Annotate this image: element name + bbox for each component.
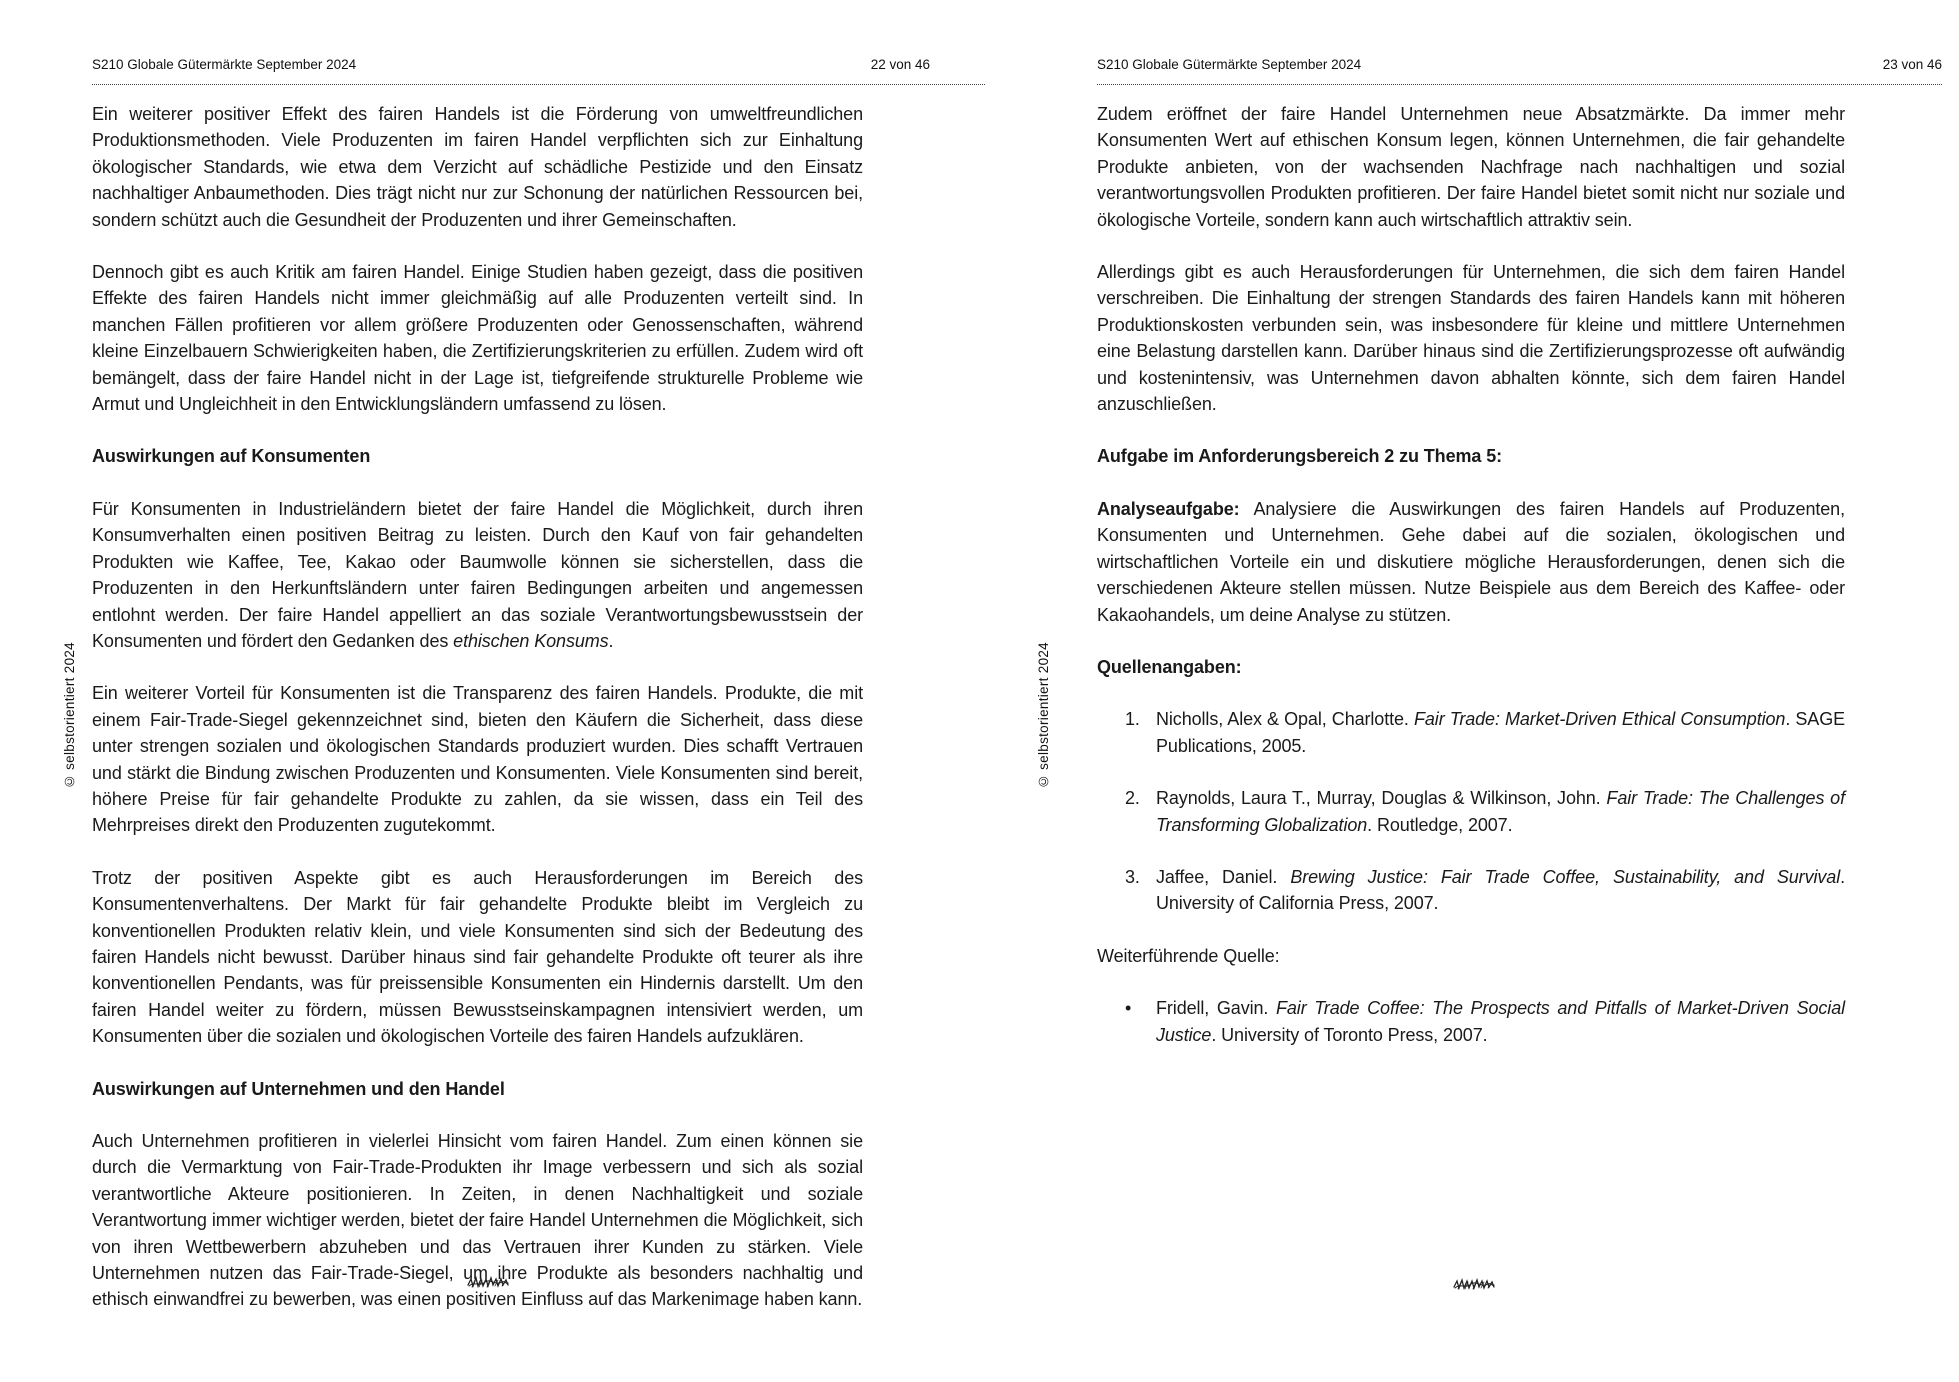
list-marker: 2.	[1125, 788, 1140, 809]
text-run: Trotz der positiven Aspekte gibt es auch Herausforderungen im Bereich des Konsumentenverhaltens. Der Markt für fair gehandelte Produkte bleibt im Vergleich zu konventionellen Produkten relativ klein, und viele Konsumenten sind sich der Bedeutung des fairen Handels nicht bewusst. Darüber hinaus sind fair gehandelte Produkte oft teurer als ihre konventionellen Pendants, was für preissensible Konsumenten ein Hindernis darstellt. Um den fairen Handel weiter zu fördern, müssen Bewusstseinskampagnen intensiviert werden, um Konsumenten über die sozialen und ökologischen Vorteile des fairen Handels aufzuklären.	[92, 867, 863, 1047]
section-heading: Quellenangaben:	[1097, 656, 1242, 677]
reference-item	[1097, 995, 1845, 1048]
text-run: Allerdings gibt es auch Herausforderungen für Unternehmen, die sich dem fairen Handel verschreiben. Die Einhaltung der strengen Standards des fairen Handels kann mit höheren Produktionskosten verbunden sein, was insbesondere für kleine und mittlere Unternehmen eine Belastung darstellen kann. Darüber hinaus sind die Zertifizierungsprozesse oft aufwändig und kostenintensiv, was Unternehmen davon abhalten könnte, sich dem fairen Handel anzuschließen.	[1097, 262, 1845, 415]
copyright-sidebar: © selbstorientiert 2024	[62, 642, 77, 790]
section-heading: Aufgabe im Anforderungsbereich 2 zu Thema 5:	[1097, 446, 1502, 467]
text-run: Für Konsumenten in Industrieländern bietet der faire Handel die Möglichkeit, durch ihren Konsumverhalten einen positiven Beitrag zu leisten. Durch den Kauf von fair gehandelten Produkten wie Kaffee, Tee, Kakao oder Baumwolle können sie sicherstellen, dass die Produzenten in den Herkunftsländern unter fairen Bedingungen arbeiten und angemessen entlohnt werden. Der faire Handel appelliert an das soziale Verantwortungsbewusstsein der Konsumenten und fördert den Gedanken des	[92, 498, 863, 651]
paragraph	[1097, 496, 1845, 628]
text-run: .	[608, 630, 614, 651]
text-run: Jaffee, Daniel.	[1156, 866, 1291, 887]
italic-text: Fair Trade Coffee: The Prospects and Pitfalls of Market-Driven Social Justice	[1156, 998, 1845, 1045]
bold-text: Analyseaufgabe:	[1097, 498, 1240, 519]
reference-item	[1097, 785, 1845, 838]
text-run: . University of California Press, 2007.	[1156, 866, 1845, 914]
footer-scribble-icon	[1452, 1276, 1496, 1292]
text-run: Ein weiterer Vorteil für Konsumenten ist die Transparenz des fairen Handels. Produkte, die mit einem Fair-Trade-Siegel gekennzeichnet sind, bieten den Käufern die Sicherheit, dass diese unter strengen sozialen und ökologischen Standards produziert wurden. Dies schafft Vertrauen und stärkt die Bindung zwischen Produzenten und Konsumenten. Viele Konsumenten sind bereit, höhere Preise für fair gehandelte Produkte zu zahlen, da sie wissen, dass ein Teil des Mehrpreises direkt den Produzenten zugutekommt.	[92, 683, 863, 836]
text-run: Raynolds, Laura T., Murray, Douglas & Wilkinson, John.	[1156, 788, 1607, 809]
reference-text	[1156, 867, 1845, 913]
text-run: . University of Toronto Press, 2007.	[1211, 1024, 1488, 1045]
list-marker: •	[1125, 998, 1132, 1019]
paragraph	[1097, 101, 1845, 233]
text-run: . SAGE Publications, 2005.	[1156, 709, 1846, 756]
section-heading: Auswirkungen auf Unternehmen und den Handel	[92, 1078, 505, 1099]
text-run: Fridell, Gavin.	[1156, 998, 1276, 1019]
reference-item	[1097, 864, 1845, 917]
reference-text	[1156, 709, 1845, 755]
text-run: Weiterführende Quelle:	[1097, 945, 1280, 966]
paragraph	[1097, 259, 1845, 417]
page-body	[1097, 101, 1845, 1074]
text-run: Nicholls, Alex & Opal, Charlotte.	[1156, 709, 1414, 730]
list-marker: 3.	[1125, 866, 1140, 887]
text-run: Analysiere die Auswirkungen des fairen Handels auf Produzenten, Konsumenten und Unternehmen. Gehe dabei auf die sozialen, ökologischen und wirtschaftlichen Vorteile ein und diskutiere mögliche Herausforderungen, denen sich die verschiedenen Akteure stellen müssen. Nutze Beispiele aus dem Bereich des Kaffee- oder Kakaohandels, um deine Analyse zu stützen.	[1097, 498, 1845, 625]
italic-text: ethischen Konsums	[453, 630, 609, 651]
italic-text: Fair Trade: Market-Driven Ethical Consumption	[1414, 709, 1786, 730]
text-run: Ein weiterer positiver Effekt des fairen Handels ist die Förderung von umweltfreundlichen Produktionsmethoden. Viele Produzenten im fairen Handel verpflichten sich zur Einhaltung ökologischer Standards, wie etwa dem Verzicht auf schädliche Pestizide und den Einsatz nachhaltiger Anbaumethoden. Dies trägt nicht nur zur Schonung der natürlichen Ressourcen bei, sondern schützt auch die Gesundheit der Produzenten und ihrer Gemeinschaften.	[92, 104, 863, 230]
italic-text: Brewing Justice: Fair Trade Coffee, Sustainability, and Survival	[1290, 866, 1841, 887]
header-title: S210 Globale Gütermärkte September 2024	[92, 57, 357, 72]
reference-text	[1156, 788, 1845, 834]
further-source-list	[1097, 995, 1845, 1048]
header-title: S210 Globale Gütermärkte September 2024	[1097, 57, 1362, 72]
reference-text	[1156, 998, 1845, 1044]
page-number: 23 von 46	[1882, 57, 1942, 72]
italic-text: Fair Trade: The Challenges of Transforming Globalization	[1156, 788, 1845, 835]
reference-list	[1097, 706, 1845, 916]
text-run: Zudem eröffnet der faire Handel Unternehmen neue Absatzmärkte. Da immer mehr Konsumenten Wert auf ethischen Konsum legen, können Unternehmen, die fair gehandelte Produkte anbieten, von der wachsenden Nachfrage nach nachhaltigen und sozial verantwortungsvollen Produkten profitieren. Der faire Handel bietet somit nicht nur soziale und ökologische Vorteile, sondern kann auch wirtschaftlich attraktiv sein.	[1097, 104, 1845, 230]
copyright-sidebar: © selbstorientiert 2024	[1036, 642, 1051, 790]
list-marker: 1.	[1125, 709, 1140, 730]
paragraph	[1097, 943, 1845, 969]
text-run: Dennoch gibt es auch Kritik am fairen Handel. Einige Studien haben gezeigt, dass die positiven Effekte des fairen Handels nicht immer gleichmäßig auf alle Produzenten verteilt sind. In manchen Fällen profitieren vor allem größere Produzenten oder Genossenschaften, während kleine Einzelbauern Schwierigkeiten haben, die Zertifizierungskriterien zu erfüllen. Zudem wird oft bemängelt, dass der faire Handel nicht in der Lage ist, tiefgreifende strukturelle Probleme wie Armut und Ungleichheit in den Entwicklungsländern umfassend zu lösen.	[92, 262, 863, 415]
text-run: . Routledge, 2007.	[1367, 814, 1513, 835]
reference-item	[1097, 706, 1845, 759]
page-header	[1097, 57, 1942, 85]
text-run: Auch Unternehmen profitieren in vielerlei Hinsicht vom fairen Handel. Zum einen können sie durch die Vermarktung von Fair-Trade-Produkten ihr Image verbessern und sich als sozial verantwortliche Akteure positionieren. In Zeiten, in denen Nachhaltigkeit und soziale Verantwortung immer wichtiger werden, bietet der faire Handel Unternehmen die Möglichkeit, sich von ihren Wettbewerbern abzuheben und das Vertrauen ihrer Kunden zu stärken. Viele Unternehmen nutzen das Fair-Trade-Siegel, um ihre Produkte als besonders nachhaltig und ethisch einwandfrei zu bewerben, was einen positiven Einfluss auf das Markenimage haben kann.	[92, 1131, 863, 1310]
section-heading: Auswirkungen auf Konsumenten	[92, 446, 371, 467]
page-number: 22 von 46	[870, 57, 930, 72]
